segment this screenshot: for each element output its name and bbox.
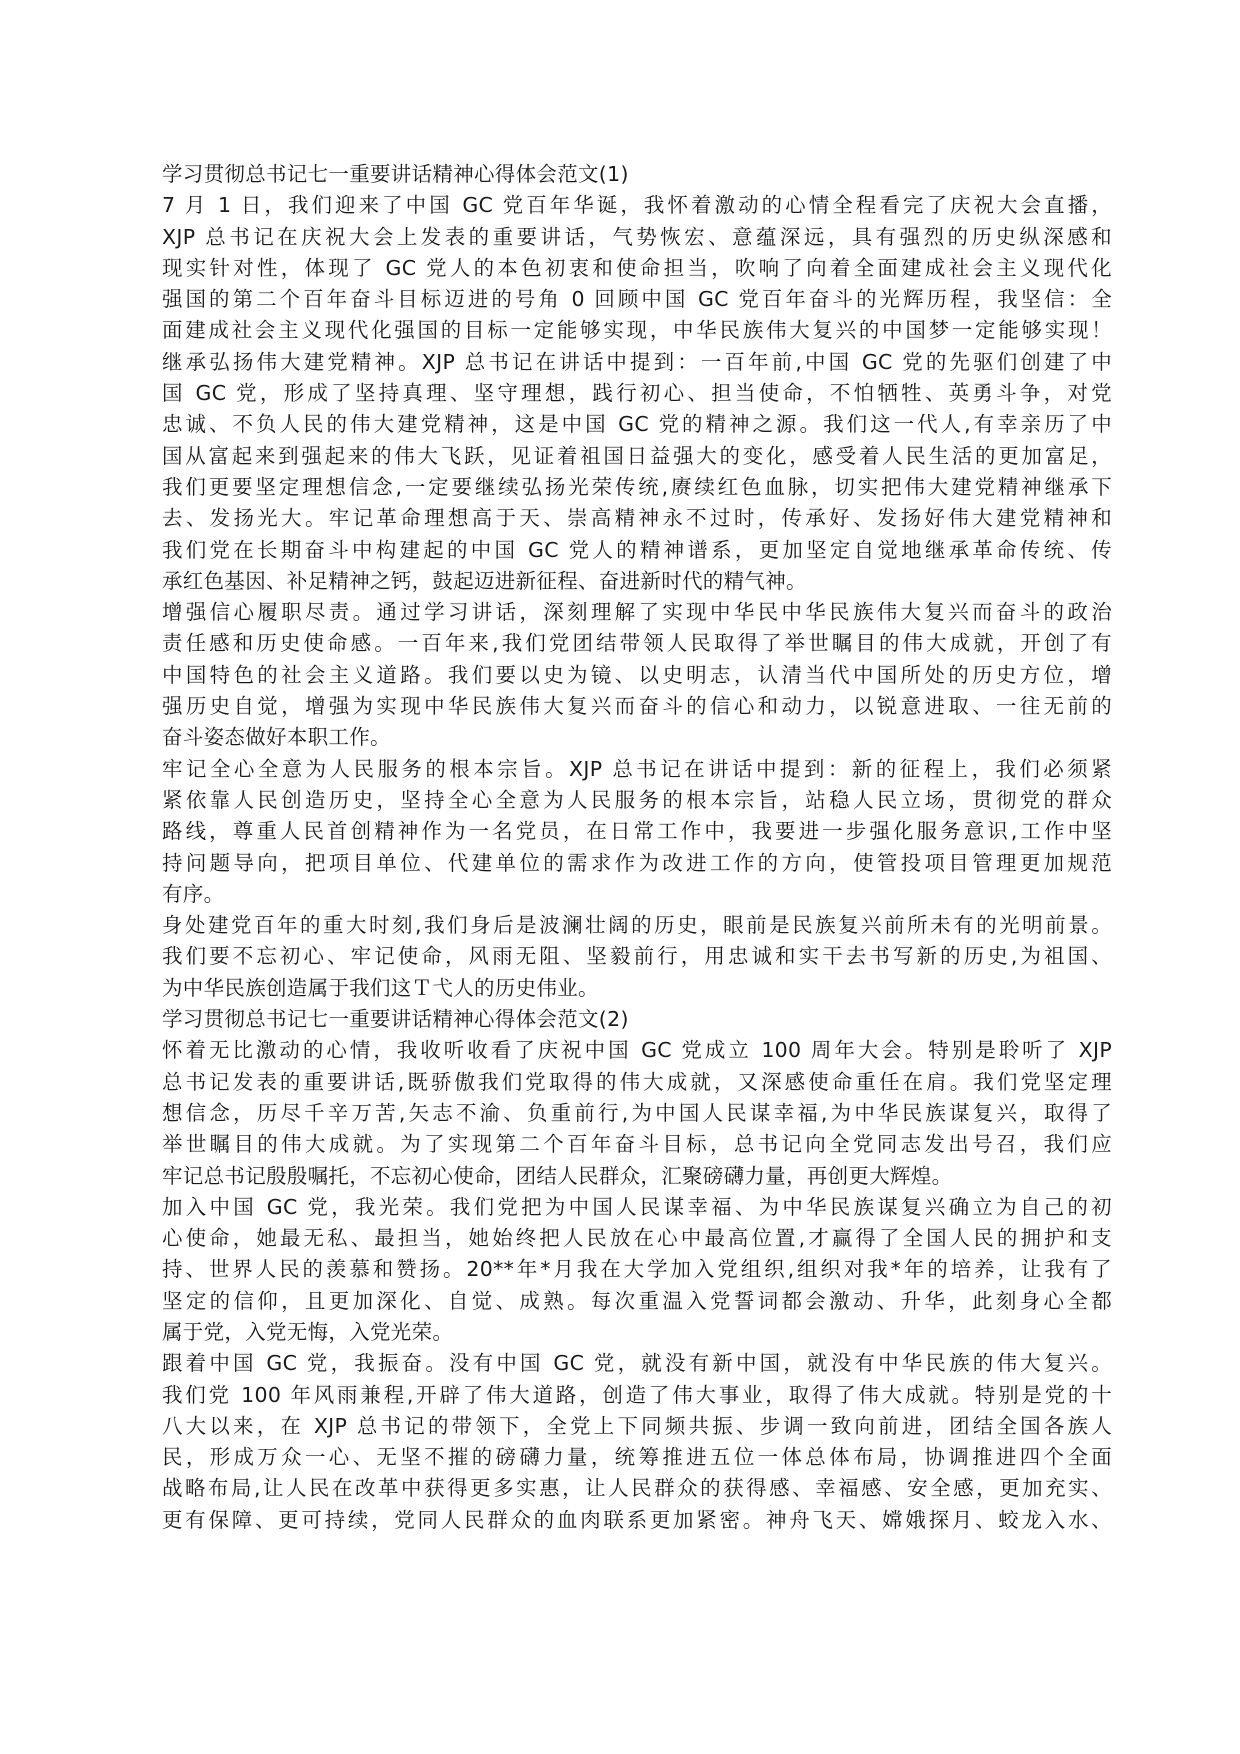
text-line: 奋斗姿态做好本职工作。: [162, 725, 391, 750]
text-line: 跟着中国 GC 党，我振奋。没有中国 GC 党，就没有新中国，就没有中华民族的伟大复兴。: [162, 1351, 1112, 1376]
document-body: [162, 159, 1112, 1536]
text-line: 责任感和历史使命感。一百年来,我们党团结带领人民取得了举世瞩目的伟大成就，开创了有: [162, 631, 1112, 656]
text-line: 有序。: [162, 881, 225, 906]
essay-title-2: 学习贯彻总书记七一重要讲话精神心得体会范文(2): [162, 1007, 629, 1032]
text-line: 强历史自觉，增强为实现中华民族伟大复兴而奋斗的信心和动力，以锐意进取、一往无前的: [162, 694, 1112, 719]
text-line: 中国特色的社会主义道路。我们要以史为镜、以史明志，认清当代中国所处的历史方位，增: [162, 662, 1112, 687]
text-line: 国 GC 党，形成了坚持真理、坚守理想，践行初心、担当使命，不怕牺牲、英勇斗争，对党: [162, 381, 1112, 406]
text-line: 我们党 100 年风雨兼程,开辟了伟大道路，创造了伟大事业，取得了伟大成就。特别是党的十: [162, 1382, 1112, 1407]
text-line: 承红色基因、补足精神之钙，鼓起迈进新征程、奋进新时代的精气神。: [162, 568, 807, 593]
text-line: 持、世界人民的羡慕和赞扬。20**年*月我在大学加入党组织,组织对我*年的培养，让我有了: [162, 1257, 1112, 1282]
text-line: 八大以来，在 XJP 总书记的带领下，全党上下同频共振、步调一致向前进，团结全国各族人: [162, 1413, 1112, 1438]
essay-title-1: 学习贯彻总书记七一重要讲话精神心得体会范文(1): [162, 162, 629, 186]
text-line: 路线，尊重人民首创精神作为一名党员，在日常工作中，我要进一步强化服务意识,工作中坚: [162, 819, 1112, 844]
text-line: 牢记总书记殷殷嘱托，不忘初心使命，团结人民群众，汇聚磅礴力量，再创更大辉煌。: [162, 1163, 953, 1188]
text-line: 我们党在长期奋斗中构建起的中国 GC 党人的精神谱系，更加坚定自觉地继承革命传统、传: [162, 537, 1112, 562]
text-line: 为中华民族创造属于我们这Ｔ弋人的历史伟业。: [162, 975, 599, 1000]
text-line: 举世瞩目的伟大成就。为了实现第二个百年奋斗目标，总书记向全党同志发出号召，我们应: [162, 1132, 1112, 1157]
text-line: XJP 总书记在庆祝大会上发表的重要讲话，气势恢宏、意蕴深远，具有强烈的历史纵深感和: [162, 224, 1112, 249]
text-line: 继承弘扬伟大建党精神。XJP 总书记在讲话中提到：一百年前,中国 GC 党的先驱们创建了中: [162, 349, 1112, 374]
text-line: 总书记发表的重要讲话,既骄傲我们党取得的伟大成就，又深感使命重任在肩。我们党坚定理: [162, 1069, 1112, 1094]
text-line: 加入中国 GC 党，我光荣。我们党把为中国人民谋幸福、为中华民族谋复兴确立为自己的初: [162, 1194, 1112, 1219]
text-line: 面建成社会主义现代化强国的目标一定能够实现，中华民族伟大复兴的中国梦一定能够实现！: [162, 318, 1112, 343]
text-line: 怀着无比激动的心情，我收听收看了庆祝中国 GC 党成立 100 周年大会。特别是聆听了 XJP: [162, 1038, 1112, 1063]
text-line: 增强信心履职尽责。通过学习讲话，深刻理解了实现中华民中华民族伟大复兴而奋斗的政治: [162, 600, 1112, 625]
text-line: 牢记全心全意为人民服务的根本宗旨。XJP 总书记在讲话中提到：新的征程上，我们必须紧: [162, 756, 1112, 781]
text-line: 忠诚、不负人民的伟大建党精神，这是中国 GC 党的精神之源。我们这一代人,有幸亲历了中: [162, 412, 1112, 437]
text-line: 持问题导向，把项目单位、代建单位的需求作为改进工作的方向，使管投项目管理更加规范: [162, 850, 1112, 875]
text-line: 强国的第二个百年奋斗目标迈进的号角 0 回顾中国 GC 党百年奋斗的光辉历程，我坚信：全: [162, 287, 1112, 312]
text-line: 7 月 1 日，我们迎来了中国 GC 党百年华诞，我怀着激动的心情全程看完了庆祝大会直播，: [162, 193, 1112, 218]
text-line: 属于党，入党无悔，入党光荣。: [162, 1319, 454, 1344]
text-line: 身处建党百年的重大时刻,我们身后是波澜壮阔的历史，眼前是民族复兴前所未有的光明前景。: [162, 913, 1112, 938]
text-line: 民，形成万众一心、无坚不摧的磅礴力量，统筹推进五位一体总体布局，协调推进四个全面: [162, 1445, 1112, 1470]
text-line: 心使命，她最无私、最担当，她始终把人民放在心中最高位置,才赢得了全国人民的拥护和支: [162, 1226, 1112, 1251]
text-line: 我们更要坚定理想信念,一定要继续弘扬光荣传统,赓续红色血脉，切实把伟大建党精神继承下: [162, 474, 1112, 499]
text-line: 更有保障、更可持续，党同人民群众的血肉联系更加紧密。神舟飞天、嫦娥探月、蛟龙入水、: [162, 1507, 1112, 1532]
text-line: 国从富起来到强起来的伟大飞跃，见证着祖国日益强大的变化，感受着人民生活的更加富足，: [162, 443, 1112, 468]
text-line: 坚定的信仰，且更加深化、自觉、成熟。每次重温入党誓词都会激动、升华，此刻身心全都: [162, 1288, 1112, 1313]
text-line: 我们要不忘初心、牢记使命，风雨无阻、坚毅前行，用忠诚和实干去书写新的历史,为祖国、: [162, 944, 1112, 969]
text-line: 现实针对性，体现了 GC 党人的本色初衷和使命担当，吹响了向着全面建成社会主义现代化: [162, 255, 1112, 280]
text-line: 去、发扬光大。牢记革命理想高于天、崇高精神永不过时，传承好、发扬好伟大建党精神和: [162, 506, 1112, 531]
text-line: 战略布局,让人民在改革中获得更多实惠，让人民群众的获得感、幸福感、安全感，更加充实、: [162, 1476, 1112, 1501]
text-line: 紧依靠人民创造历史，坚持全心全意为人民服务的根本宗旨，站稳人民立场，贯彻党的群众: [162, 787, 1112, 812]
text-line: 想信念，历尽千辛万苦,矢志不渝、负重前行,为中国人民谋幸福,为中华民族谋复兴，取得了: [162, 1100, 1112, 1125]
